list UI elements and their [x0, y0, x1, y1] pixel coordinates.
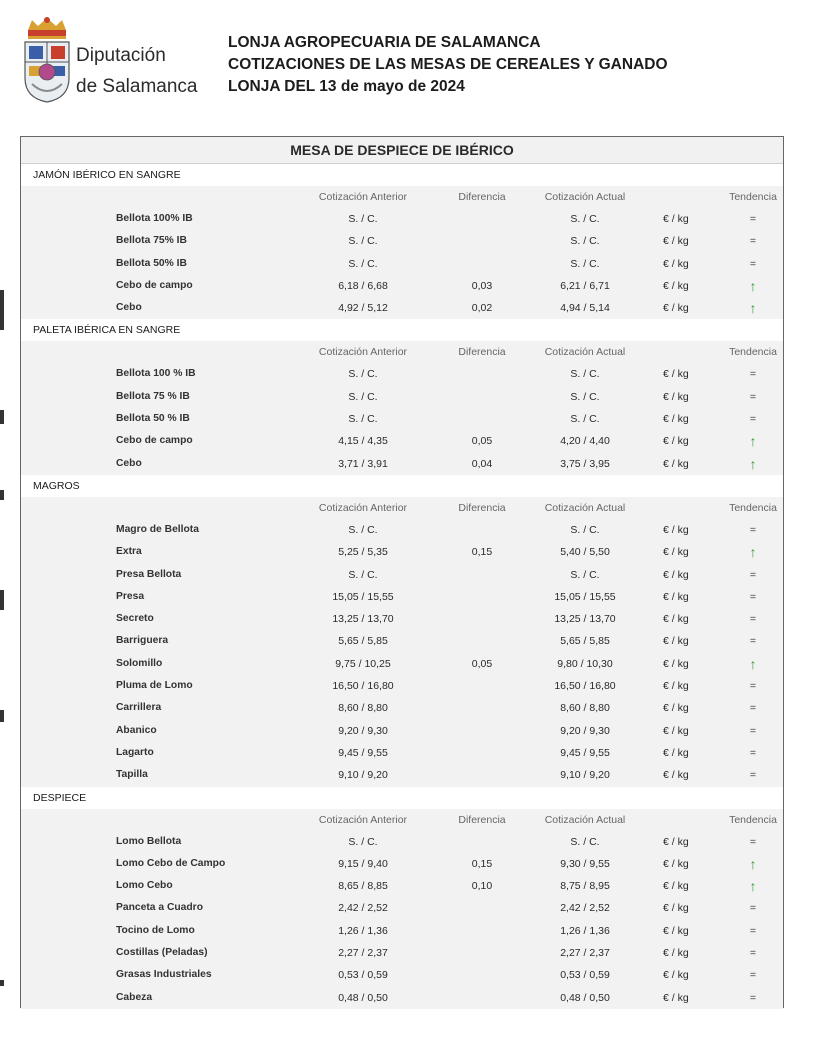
price-current: 9,45 / 9,55	[560, 746, 610, 759]
price-current: 8,75 / 8,95	[560, 880, 610, 893]
price-current: S. / C.	[570, 235, 600, 248]
column-header-anterior: Cotización Anterior	[318, 813, 408, 826]
product-name: Bellota 75% IB	[116, 235, 187, 247]
product-name: Lomo Cebo de Campo	[116, 857, 226, 869]
table-row	[21, 208, 783, 230]
trend-up-arrow-icon: ↑	[749, 300, 757, 317]
price-unit: € / kg	[663, 523, 689, 536]
table-row	[21, 275, 783, 297]
trend-equal-icon: =	[749, 724, 757, 737]
price-previous: 9,75 / 10,25	[335, 657, 391, 670]
header-line-3: LONJA DEL 13 de mayo de 2024	[228, 78, 465, 95]
product-name: Cebo de campo	[116, 435, 193, 447]
table-row	[21, 897, 783, 919]
price-unit: € / kg	[663, 657, 689, 670]
price-previous: 13,25 / 13,70	[332, 613, 394, 626]
price-current: S. / C.	[570, 257, 600, 270]
price-unit: € / kg	[663, 769, 689, 782]
price-difference: 0,02	[471, 302, 493, 315]
table-row	[21, 653, 783, 675]
price-previous: S. / C.	[348, 835, 378, 848]
brand-line-2: de Salamanca	[76, 76, 198, 97]
table-row	[21, 363, 783, 385]
price-previous: 4,92 / 5,12	[338, 302, 388, 315]
table-row	[21, 297, 783, 319]
price-unit: € / kg	[663, 235, 689, 248]
column-header-diferencia: Diferencia	[458, 191, 506, 203]
trend-equal-icon: =	[749, 257, 757, 270]
table-row	[21, 942, 783, 964]
price-previous: S. / C.	[348, 568, 378, 581]
table-row	[21, 408, 783, 430]
price-unit: € / kg	[663, 635, 689, 648]
column-header-row	[21, 809, 783, 831]
column-header-row	[21, 497, 783, 519]
document-header	[228, 32, 668, 98]
trend-equal-icon: =	[749, 924, 757, 937]
price-current: 2,27 / 2,37	[560, 947, 610, 960]
product-name: Abanico	[116, 724, 157, 736]
price-unit: € / kg	[663, 947, 689, 960]
product-name: Solomillo	[116, 657, 163, 669]
product-name: Bellota 50% IB	[116, 257, 187, 269]
price-current: 6,21 / 6,71	[560, 279, 610, 292]
price-unit: € / kg	[663, 302, 689, 315]
table-row	[21, 987, 783, 1009]
price-previous: 3,71 / 3,91	[338, 457, 388, 470]
product-name: Pluma de Lomo	[116, 680, 193, 692]
table-row	[21, 875, 783, 897]
trend-equal-icon: =	[749, 746, 757, 759]
table-row	[21, 564, 783, 586]
product-name: Barriguera	[116, 635, 169, 647]
price-unit: € / kg	[663, 213, 689, 225]
column-header-diferencia: Diferencia	[458, 501, 506, 514]
column-header-anterior: Cotización Anterior	[318, 191, 408, 203]
table-row	[21, 964, 783, 986]
price-unit: € / kg	[663, 613, 689, 626]
price-previous: 15,05 / 15,55	[332, 590, 394, 603]
price-current: 13,25 / 13,70	[554, 613, 616, 626]
table-title: MESA DE DESPIECE DE IBÉRICO	[21, 137, 783, 164]
price-previous: 2,27 / 2,37	[338, 947, 388, 960]
table-row	[21, 253, 783, 275]
product-name: Cabeza	[116, 991, 153, 1003]
column-header-actual: Cotización Actual	[544, 501, 626, 514]
price-current: 4,94 / 5,14	[560, 302, 610, 315]
header-line-1: LONJA AGROPECUARIA DE SALAMANCA	[228, 34, 541, 51]
price-previous: 9,15 / 9,40	[338, 857, 388, 870]
product-name: Lagarto	[116, 746, 154, 758]
price-unit: € / kg	[663, 680, 689, 693]
table-row	[21, 720, 783, 742]
table-row	[21, 853, 783, 875]
price-unit: € / kg	[663, 702, 689, 715]
trend-equal-icon: =	[749, 902, 757, 915]
price-current: S. / C.	[570, 213, 600, 225]
section-body	[21, 809, 783, 1009]
table-row	[21, 230, 783, 252]
trend-equal-icon: =	[749, 568, 757, 581]
price-difference: 0,15	[471, 546, 493, 559]
price-difference: 0,04	[471, 457, 493, 470]
price-difference: 0,05	[471, 435, 493, 448]
section-title: DESPIECE	[21, 787, 783, 809]
price-current: 5,65 / 5,85	[560, 635, 610, 648]
price-unit: € / kg	[663, 880, 689, 893]
trend-up-arrow-icon: ↑	[749, 544, 757, 561]
trend-equal-icon: =	[749, 613, 757, 626]
product-name: Grasas Industriales	[116, 969, 212, 981]
price-current: 9,30 / 9,55	[560, 857, 610, 870]
column-header-actual: Cotización Actual	[544, 191, 626, 203]
trend-equal-icon: =	[749, 235, 757, 248]
price-unit: € / kg	[663, 857, 689, 870]
trend-equal-icon: =	[749, 213, 757, 225]
trend-equal-icon: =	[749, 769, 757, 782]
price-unit: € / kg	[663, 969, 689, 982]
price-previous: 16,50 / 16,80	[332, 680, 394, 693]
column-header-row	[21, 341, 783, 363]
product-name: Extra	[116, 546, 142, 558]
table-row	[21, 697, 783, 719]
section-body	[21, 341, 783, 474]
trend-equal-icon: =	[749, 390, 757, 403]
price-current: 4,20 / 4,40	[560, 435, 610, 448]
product-name: Magro de Bellota	[116, 523, 199, 535]
trend-up-arrow-icon: ↑	[749, 455, 757, 472]
brand-name	[76, 40, 197, 102]
price-current: 1,26 / 1,36	[560, 924, 610, 937]
column-header-tendencia: Tendencia	[729, 191, 777, 203]
section-title: JAMÓN IBÉRICO EN SANGRE	[21, 164, 783, 186]
price-unit: € / kg	[663, 746, 689, 759]
section-title: MAGROS	[21, 475, 783, 497]
table-row	[21, 541, 783, 563]
brand-line-1: Diputación	[76, 45, 166, 66]
coat-of-arms-logo	[22, 16, 72, 104]
price-previous: 9,20 / 9,30	[338, 724, 388, 737]
price-current: S. / C.	[570, 390, 600, 403]
price-previous: S. / C.	[348, 213, 378, 225]
trend-up-arrow-icon: ↑	[749, 433, 757, 450]
price-current: 9,20 / 9,30	[560, 724, 610, 737]
column-header-diferencia: Diferencia	[458, 346, 506, 359]
price-current: S. / C.	[570, 413, 600, 426]
price-current: S. / C.	[570, 368, 600, 381]
column-header-actual: Cotización Actual	[544, 346, 626, 359]
product-name: Bellota 50 % IB	[116, 413, 190, 425]
price-unit: € / kg	[663, 902, 689, 915]
price-previous: 2,42 / 2,52	[338, 902, 388, 915]
price-unit: € / kg	[663, 413, 689, 426]
price-difference: 0,03	[471, 279, 493, 292]
trend-up-arrow-icon: ↑	[749, 277, 757, 294]
trend-equal-icon: =	[749, 368, 757, 381]
trend-equal-icon: =	[749, 991, 757, 1004]
product-name: Presa	[116, 590, 145, 602]
column-header-anterior: Cotización Anterior	[318, 346, 408, 359]
price-previous: S. / C.	[348, 235, 378, 248]
price-unit: € / kg	[663, 590, 689, 603]
product-name: Costillas (Peladas)	[116, 947, 208, 959]
price-difference: 0,15	[471, 857, 493, 870]
product-name: Lomo Bellota	[116, 835, 182, 847]
column-header-anterior: Cotización Anterior	[318, 501, 408, 514]
column-header-diferencia: Diferencia	[458, 813, 506, 826]
price-unit: € / kg	[663, 546, 689, 559]
table-row	[21, 920, 783, 942]
price-previous: 5,65 / 5,85	[338, 635, 388, 648]
trend-equal-icon: =	[749, 413, 757, 426]
table-row	[21, 430, 783, 452]
table-row	[21, 386, 783, 408]
product-name: Lomo Cebo	[116, 880, 173, 892]
price-difference: 0,05	[471, 657, 493, 670]
trend-up-arrow-icon: ↑	[749, 655, 757, 672]
price-current: 0,53 / 0,59	[560, 969, 610, 982]
table-row	[21, 453, 783, 475]
price-unit: € / kg	[663, 435, 689, 448]
price-previous: 8,65 / 8,85	[338, 880, 388, 893]
product-name: Bellota 100% IB	[116, 213, 193, 224]
trend-equal-icon: =	[749, 947, 757, 960]
price-unit: € / kg	[663, 457, 689, 470]
product-name: Cebo de campo	[116, 279, 193, 291]
trend-equal-icon: =	[749, 590, 757, 603]
column-header-actual: Cotización Actual	[544, 813, 626, 826]
product-name: Carrillera	[116, 702, 162, 714]
price-current: S. / C.	[570, 835, 600, 848]
trend-equal-icon: =	[749, 523, 757, 536]
column-header-row	[21, 186, 783, 208]
table-row	[21, 519, 783, 541]
column-header-tendencia: Tendencia	[729, 346, 777, 359]
product-name: Tapilla	[116, 769, 148, 781]
price-difference: 0,10	[471, 880, 493, 893]
price-current: 8,60 / 8,80	[560, 702, 610, 715]
table-row	[21, 675, 783, 697]
product-name: Cebo	[116, 302, 142, 314]
table-sections	[21, 164, 783, 1009]
price-current: 0,48 / 0,50	[560, 991, 610, 1004]
price-previous: 9,10 / 9,20	[338, 769, 388, 782]
price-unit: € / kg	[663, 368, 689, 381]
trend-equal-icon: =	[749, 635, 757, 648]
table-row	[21, 608, 783, 630]
product-name: Bellota 100 % IB	[116, 368, 196, 380]
price-unit: € / kg	[663, 924, 689, 937]
price-unit: € / kg	[663, 390, 689, 403]
side-edge-marks	[0, 290, 6, 990]
price-previous: S. / C.	[348, 523, 378, 536]
price-previous: 5,25 / 5,35	[338, 546, 388, 559]
price-previous: S. / C.	[348, 368, 378, 381]
price-unit: € / kg	[663, 991, 689, 1004]
price-current: 9,80 / 10,30	[557, 657, 613, 670]
price-unit: € / kg	[663, 835, 689, 848]
product-name: Bellota 75 % IB	[116, 390, 190, 402]
price-current: 15,05 / 15,55	[554, 590, 616, 603]
price-unit: € / kg	[663, 724, 689, 737]
price-previous: 4,15 / 4,35	[338, 435, 388, 448]
price-unit: € / kg	[663, 257, 689, 270]
product-name: Secreto	[116, 613, 154, 625]
header-line-2: COTIZACIONES DE LAS MESAS DE CEREALES Y GANADO	[228, 56, 668, 73]
price-current: 16,50 / 16,80	[554, 680, 616, 693]
price-unit: € / kg	[663, 279, 689, 292]
section-title: PALETA IBÉRICA EN SANGRE	[21, 319, 783, 341]
column-header-tendencia: Tendencia	[729, 501, 777, 514]
price-current: 2,42 / 2,52	[560, 902, 610, 915]
table-row	[21, 630, 783, 652]
price-current: S. / C.	[570, 568, 600, 581]
product-name: Presa Bellota	[116, 568, 182, 580]
product-name: Tocino de Lomo	[116, 924, 195, 936]
price-unit: € / kg	[663, 568, 689, 581]
price-previous: 0,48 / 0,50	[338, 991, 388, 1004]
table-row	[21, 831, 783, 853]
section-body	[21, 497, 783, 787]
price-previous: 6,18 / 6,68	[338, 279, 388, 292]
trend-equal-icon: =	[749, 969, 757, 982]
price-previous: 1,26 / 1,36	[338, 924, 388, 937]
price-table	[20, 136, 784, 1008]
trend-up-arrow-icon: ↑	[749, 855, 757, 872]
table-row	[21, 586, 783, 608]
trend-equal-icon: =	[749, 835, 757, 848]
column-header-tendencia: Tendencia	[729, 813, 777, 826]
product-name: Panceta a Cuadro	[116, 902, 203, 914]
trend-equal-icon: =	[749, 702, 757, 715]
price-previous: 0,53 / 0,59	[338, 969, 388, 982]
price-previous: S. / C.	[348, 390, 378, 403]
product-name: Cebo	[116, 457, 142, 469]
section-body	[21, 186, 783, 319]
trend-equal-icon: =	[749, 680, 757, 693]
price-current: 5,40 / 5,50	[560, 546, 610, 559]
price-current: 9,10 / 9,20	[560, 769, 610, 782]
table-row	[21, 742, 783, 764]
price-previous: S. / C.	[348, 257, 378, 270]
price-current: S. / C.	[570, 523, 600, 536]
price-previous: 8,60 / 8,80	[338, 702, 388, 715]
price-previous: 9,45 / 9,55	[338, 746, 388, 759]
price-current: 3,75 / 3,95	[560, 457, 610, 470]
table-row	[21, 764, 783, 786]
price-previous: S. / C.	[348, 413, 378, 426]
trend-up-arrow-icon: ↑	[749, 878, 757, 895]
